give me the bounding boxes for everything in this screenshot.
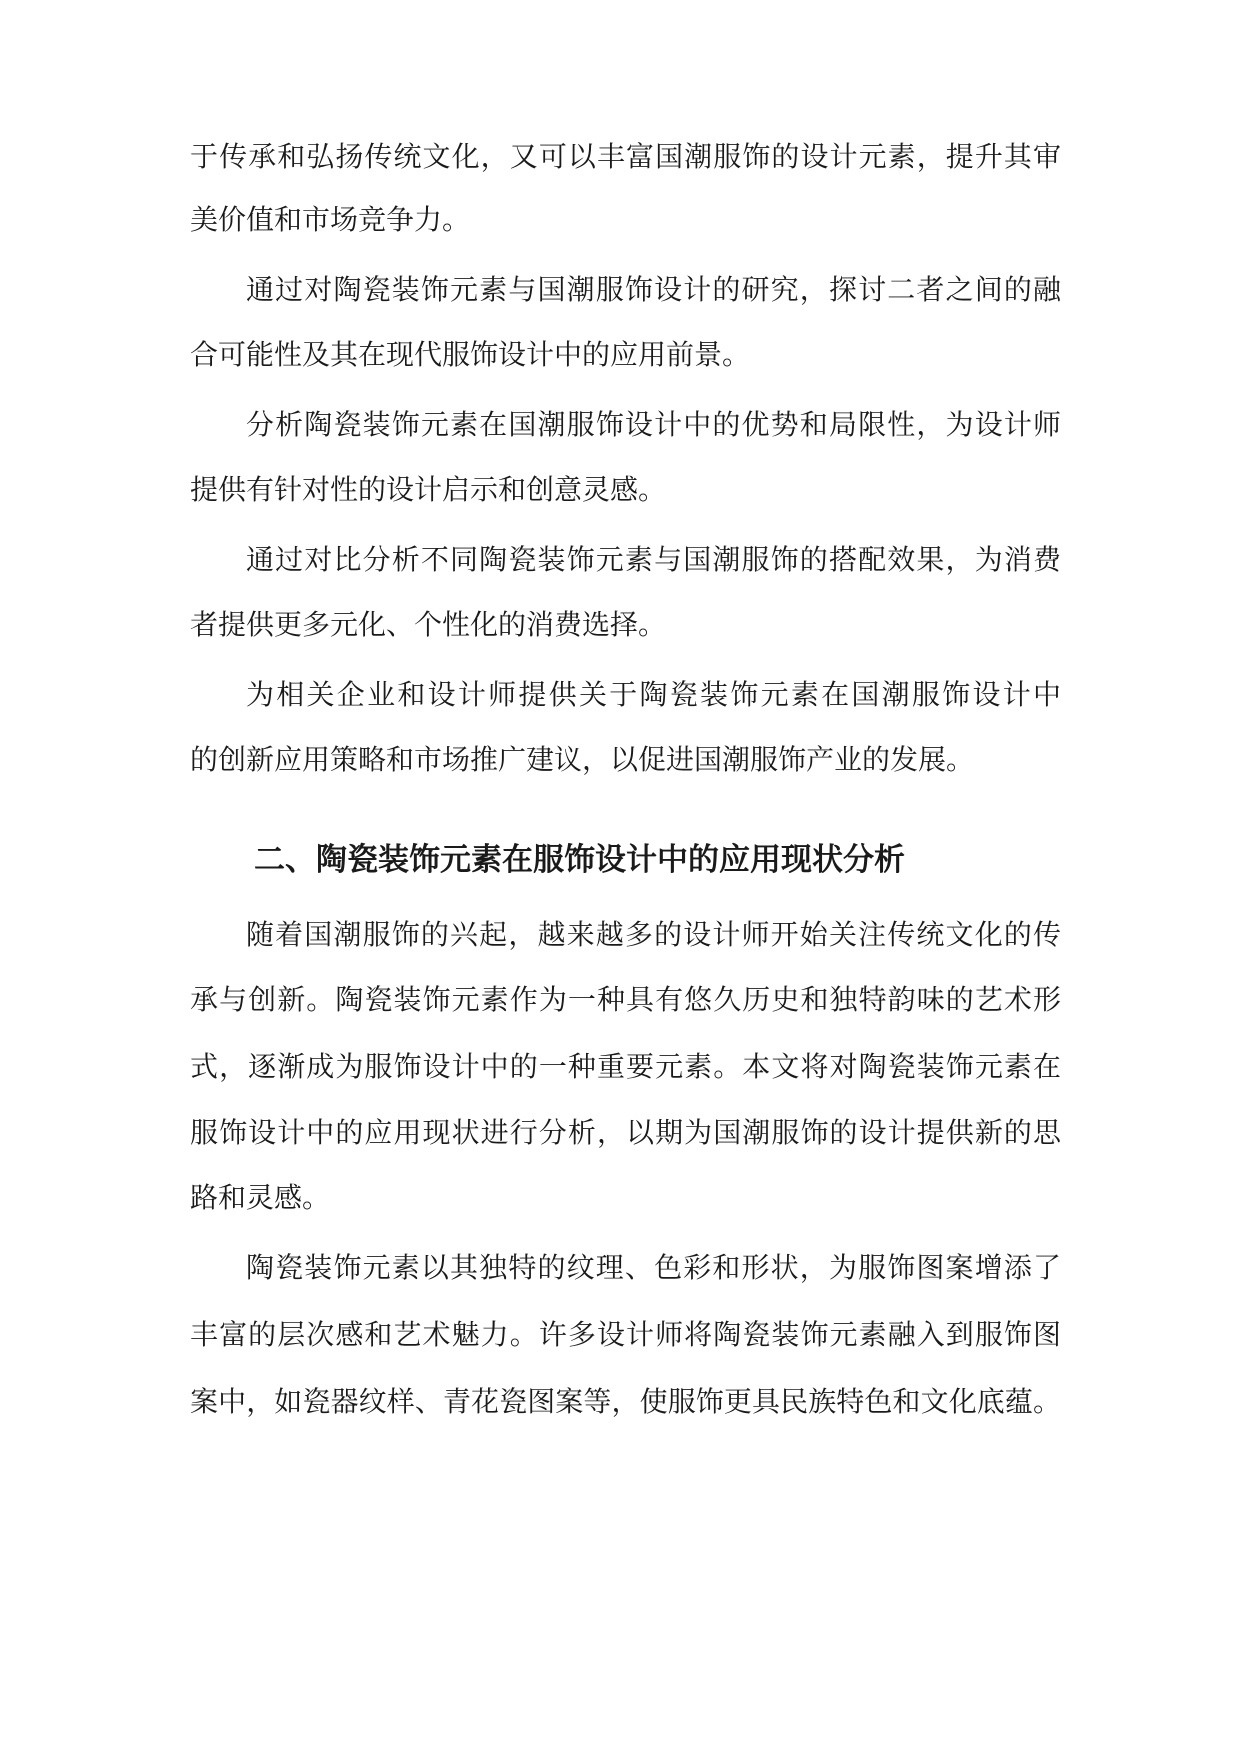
paragraph-line: 者提供更多元化、个性化的消费选择。 (190, 608, 667, 641)
paragraph-line: 路和灵感。 (190, 1181, 331, 1214)
paragraph-line: 陶瓷装饰元素以其独特的纹理、色彩和形状，为服饰图案增添了 (246, 1251, 1061, 1284)
paragraph-line: 丰富的层次感和艺术魅力。许多设计师将陶瓷装饰元素融入到服饰图 (190, 1318, 1061, 1351)
paragraph-line: 服饰设计中的应用现状进行分析，以期为国潮服饰的设计提供新的思 (190, 1116, 1061, 1149)
paragraph-line: 式，逐渐成为服饰设计中的一种重要元素。本文将对陶瓷装饰元素在 (190, 1050, 1061, 1083)
paragraph-line: 的创新应用策略和市场推广建议，以促进国潮服饰产业的发展。 (190, 743, 975, 776)
paragraph-line: 提供有针对性的设计启示和创意灵感。 (190, 473, 667, 506)
paragraph-line: 为相关企业和设计师提供关于陶瓷装饰元素在国潮服饰设计中 (246, 678, 1061, 711)
paragraph-line: 于传承和弘扬传统文化，又可以丰富国潮服饰的设计元素，提升其审 (190, 140, 1061, 173)
paragraph-line: 通过对比分析不同陶瓷装饰元素与国潮服饰的搭配效果，为消费 (246, 543, 1061, 576)
paragraph-line: 随着国潮服饰的兴起，越来越多的设计师开始关注传统文化的传 (246, 918, 1061, 951)
paragraph-line: 案中，如瓷器纹样、青花瓷图案等，使服饰更具民族特色和文化底蕴。 (190, 1385, 1061, 1418)
paragraph-line: 合可能性及其在现代服饰设计中的应用前景。 (190, 338, 751, 371)
paragraph-line: 美价值和市场竞争力。 (190, 203, 471, 236)
section-heading: 二、陶瓷装饰元素在服饰设计中的应用现状分析 (254, 842, 905, 878)
paragraph-line: 分析陶瓷装饰元素在国潮服饰设计中的优势和局限性，为设计师 (246, 408, 1061, 441)
paragraph-line: 通过对陶瓷装饰元素与国潮服饰设计的研究，探讨二者之间的融 (246, 273, 1061, 306)
paragraph-line: 承与创新。陶瓷装饰元素作为一种具有悠久历史和独特韵味的艺术形 (190, 983, 1061, 1016)
